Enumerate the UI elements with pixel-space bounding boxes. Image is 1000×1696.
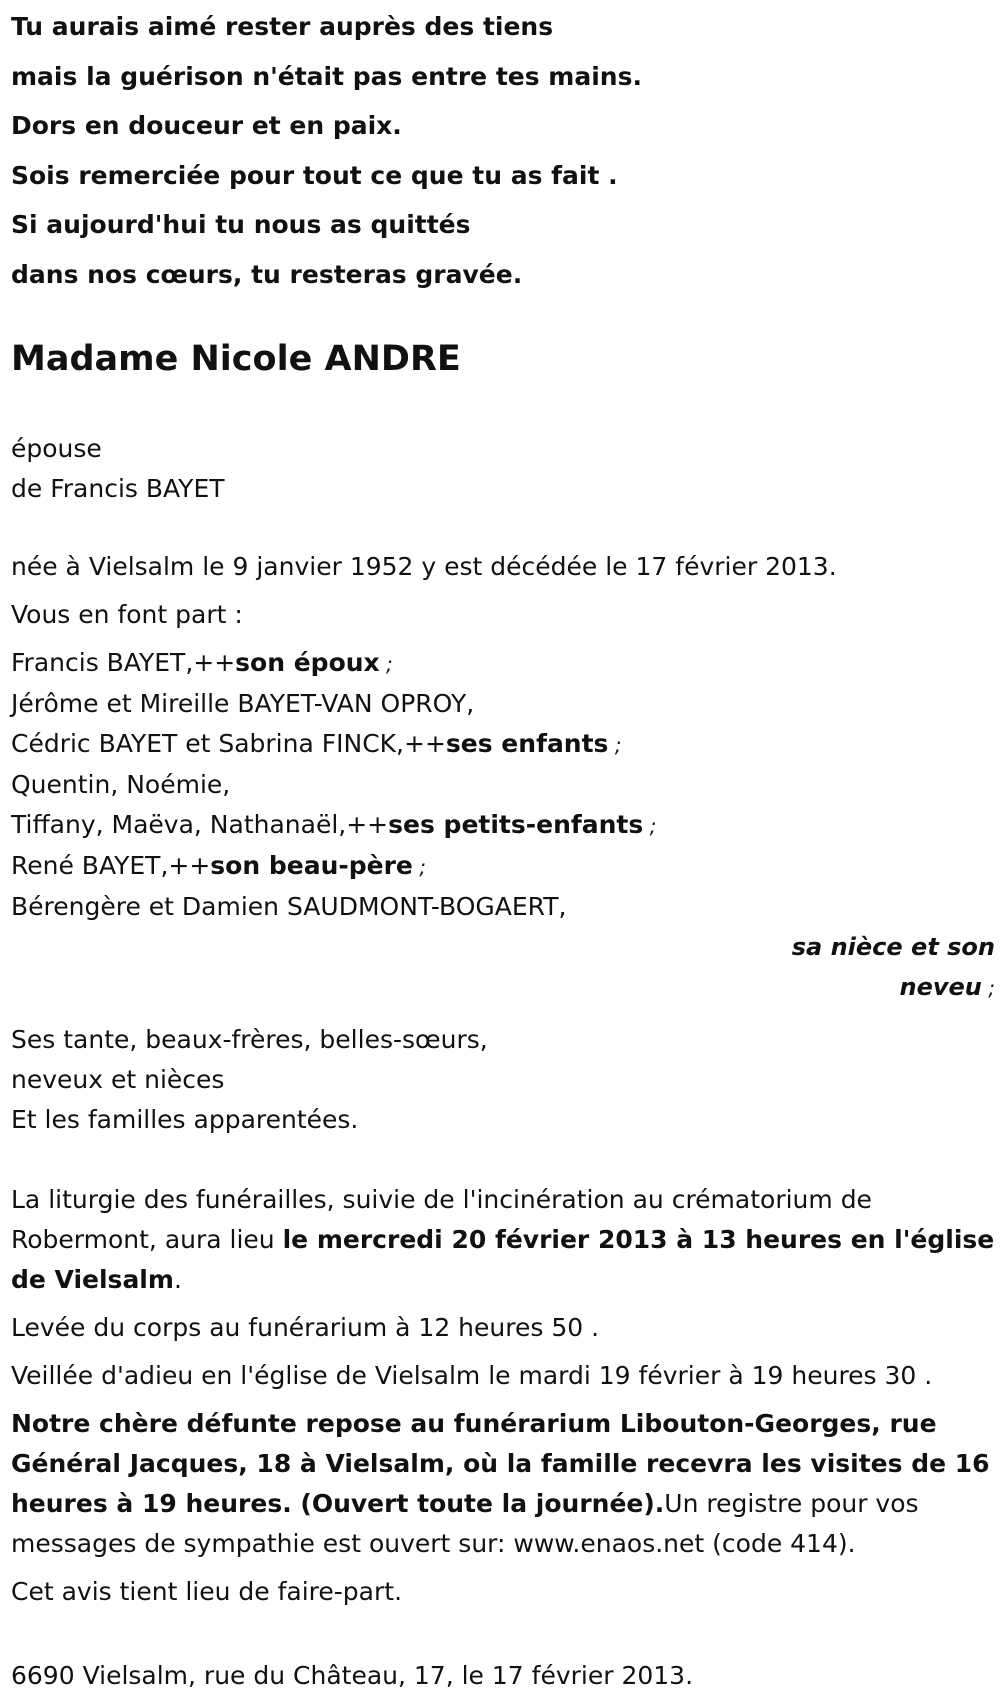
spouse-block — [11, 429, 995, 509]
closing-line: 6690 Vielsalm, rue du Château, 17, le 17 février 2013. — [11, 1661, 694, 1690]
family-line — [11, 724, 995, 765]
relatives-line: Ses tante, beaux-frères, belles-sœurs, — [11, 1025, 488, 1054]
family-list — [11, 643, 995, 1008]
family-role: son beau-père — [210, 851, 413, 880]
relatives-line: Et les familles apparentées. — [11, 1105, 359, 1134]
family-names: Tiffany, Maëva, Nathanaël,++ — [11, 810, 389, 839]
family-role: son époux — [235, 648, 380, 677]
separator: ; — [981, 976, 995, 1000]
separator: ; — [608, 733, 622, 757]
family-names: Cédric BAYET et Sabrina FINCK,++ — [11, 729, 446, 758]
poem-line: Sois remerciée pour tout ce que tu as fait . — [11, 160, 618, 190]
veillee-text: Veillée d'adieu en l'église de Vielsalm le mardi 19 février à 19 heures 30 . — [11, 1361, 933, 1390]
liturgy-date-place: le mercredi 20 février 2013 à 13 heures en l'église de Vielsalm — [11, 1225, 995, 1294]
poem-line: mais la guérison n'était pas entre tes mains. — [11, 61, 642, 91]
family-line: Bérengère et Damien SAUDMONT-BOGAERT, — [11, 892, 567, 921]
family-role: ses petits-enfants — [388, 810, 644, 839]
family-line: Jérôme et Mireille BAYET-VAN OPROY, — [11, 689, 475, 718]
liturgy-paragraph — [11, 1180, 995, 1300]
poem-line: dans nos cœurs, tu resteras gravée. — [11, 259, 523, 289]
spouse-name: de Francis BAYET — [11, 474, 225, 503]
separator: ; — [412, 855, 426, 879]
family-role-right — [11, 967, 995, 1008]
spouse-label: épouse — [11, 434, 102, 463]
registre-text: Un registre pour vos messages de sympathie est ouvert sur: www.enaos.net (code 414). — [11, 1489, 919, 1558]
poem — [11, 2, 995, 299]
birth-death-text: née à Vielsalm le 9 janvier 1952 y est décédée le 17 février 2013. — [11, 552, 837, 581]
family-line: Quentin, Noémie, — [11, 770, 231, 799]
separator: ; — [379, 652, 393, 676]
faire-part-text: Cet avis tient lieu de faire-part. — [11, 1577, 403, 1606]
poem-line: Si aujourd'hui tu nous as quittés — [11, 210, 471, 239]
obituary-notice — [11, 0, 995, 1696]
announcement-text: Vous en font part : — [11, 600, 243, 629]
family-line — [11, 643, 995, 684]
repose-paragraph — [11, 1404, 995, 1564]
liturgy-text: La liturgie des funérailles, suivie de l'incinération au crématorium de Robermont, aura lieu — [11, 1185, 872, 1254]
levee-text: Levée du corps au funérarium à 12 heures 50 . — [11, 1313, 600, 1342]
family-line — [11, 846, 995, 887]
relatives-line: neveux et nièces — [11, 1065, 225, 1094]
deceased-name: Madame Nicole ANDRE — [11, 339, 461, 379]
separator: ; — [643, 814, 657, 838]
liturgy-end: . — [173, 1265, 182, 1294]
poem-line: Dors en douceur et en paix. — [11, 111, 402, 140]
repose-text: Notre chère défunte repose au funérarium Libouton-Georges, rue Général Jacques, 18 à Vielsalm, où la famille recevra les visites de 16 heures à 19 heures. (Ouvert toute la journée). — [11, 1409, 990, 1518]
family-names: Francis BAYET,++ — [11, 648, 236, 677]
poem-line: Tu aurais aimé rester auprès des tiens — [11, 12, 554, 41]
relatives-block — [11, 1020, 995, 1140]
family-line — [11, 805, 995, 846]
family-role-right: sa nièce et son — [791, 933, 995, 961]
family-role: ses enfants — [445, 729, 609, 758]
family-names: René BAYET,++ — [11, 851, 211, 880]
family-role: neveu — [899, 973, 982, 1001]
